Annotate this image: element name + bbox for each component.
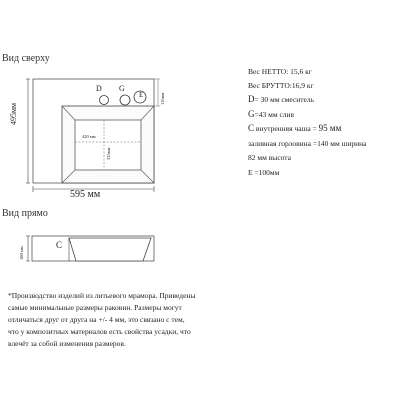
bowl-depth-label: 335мм xyxy=(106,147,111,160)
spec-e: E =100мм xyxy=(248,168,280,177)
marker-c: C xyxy=(56,240,63,250)
spec-d-text: = 30 мм смеситель xyxy=(254,95,315,104)
width-label: 595 мм xyxy=(70,189,101,200)
marker-g: G xyxy=(119,84,125,93)
net-weight: Вес НЕТТО: 15,6 кг xyxy=(248,67,312,76)
fill-neck-height: 82 мм высота xyxy=(248,153,292,162)
spec-c-value: 95 мм xyxy=(318,123,342,133)
footnote-line: что у композитных материалов есть свойства усадки, что xyxy=(8,327,191,336)
spec-c-letter: C xyxy=(248,123,255,133)
top-view-title: Вид сверху xyxy=(2,53,50,64)
corner-offset-label: 116мм xyxy=(160,92,165,105)
footnote-line: *Производство изделий из литьевого мрамора. Приведены xyxy=(8,291,196,300)
depth-label: 495мм xyxy=(9,102,18,125)
spec-d-letter: D xyxy=(248,94,255,104)
spec-d xyxy=(248,94,314,104)
height-label: 180 мм xyxy=(19,246,24,260)
drain-hole-g xyxy=(120,95,130,105)
gross-weight: Вес БРУТТО:16,9 кг xyxy=(248,81,314,90)
front-view-title: Вид прямо xyxy=(2,208,48,219)
marker-e: E xyxy=(139,91,144,99)
spec-c xyxy=(248,123,341,133)
marker-d: D xyxy=(96,84,102,93)
footnote xyxy=(8,290,195,350)
fill-neck-width: заливная горловина =140 мм ширина xyxy=(248,139,367,148)
footnote-line: самые минимальные размеры раковин. Размеры могут xyxy=(8,303,182,312)
footnote-line: отличаться друг от друга на +/- 4 мм, это связано с тем, xyxy=(8,315,185,324)
bowl-inner xyxy=(75,120,141,170)
spec-g-text: =43 мм слив xyxy=(254,110,295,119)
bowl-width-label: 420 мм xyxy=(82,134,96,139)
faucet-hole-d xyxy=(100,96,109,105)
spec-g-letter: G xyxy=(248,109,255,119)
spec-g xyxy=(248,109,294,119)
spec-c-text: внутренняя чаша = xyxy=(254,124,319,133)
footnote-line: влечёт за собой изменения размеров. xyxy=(8,339,126,348)
bowl-profile xyxy=(69,238,151,261)
